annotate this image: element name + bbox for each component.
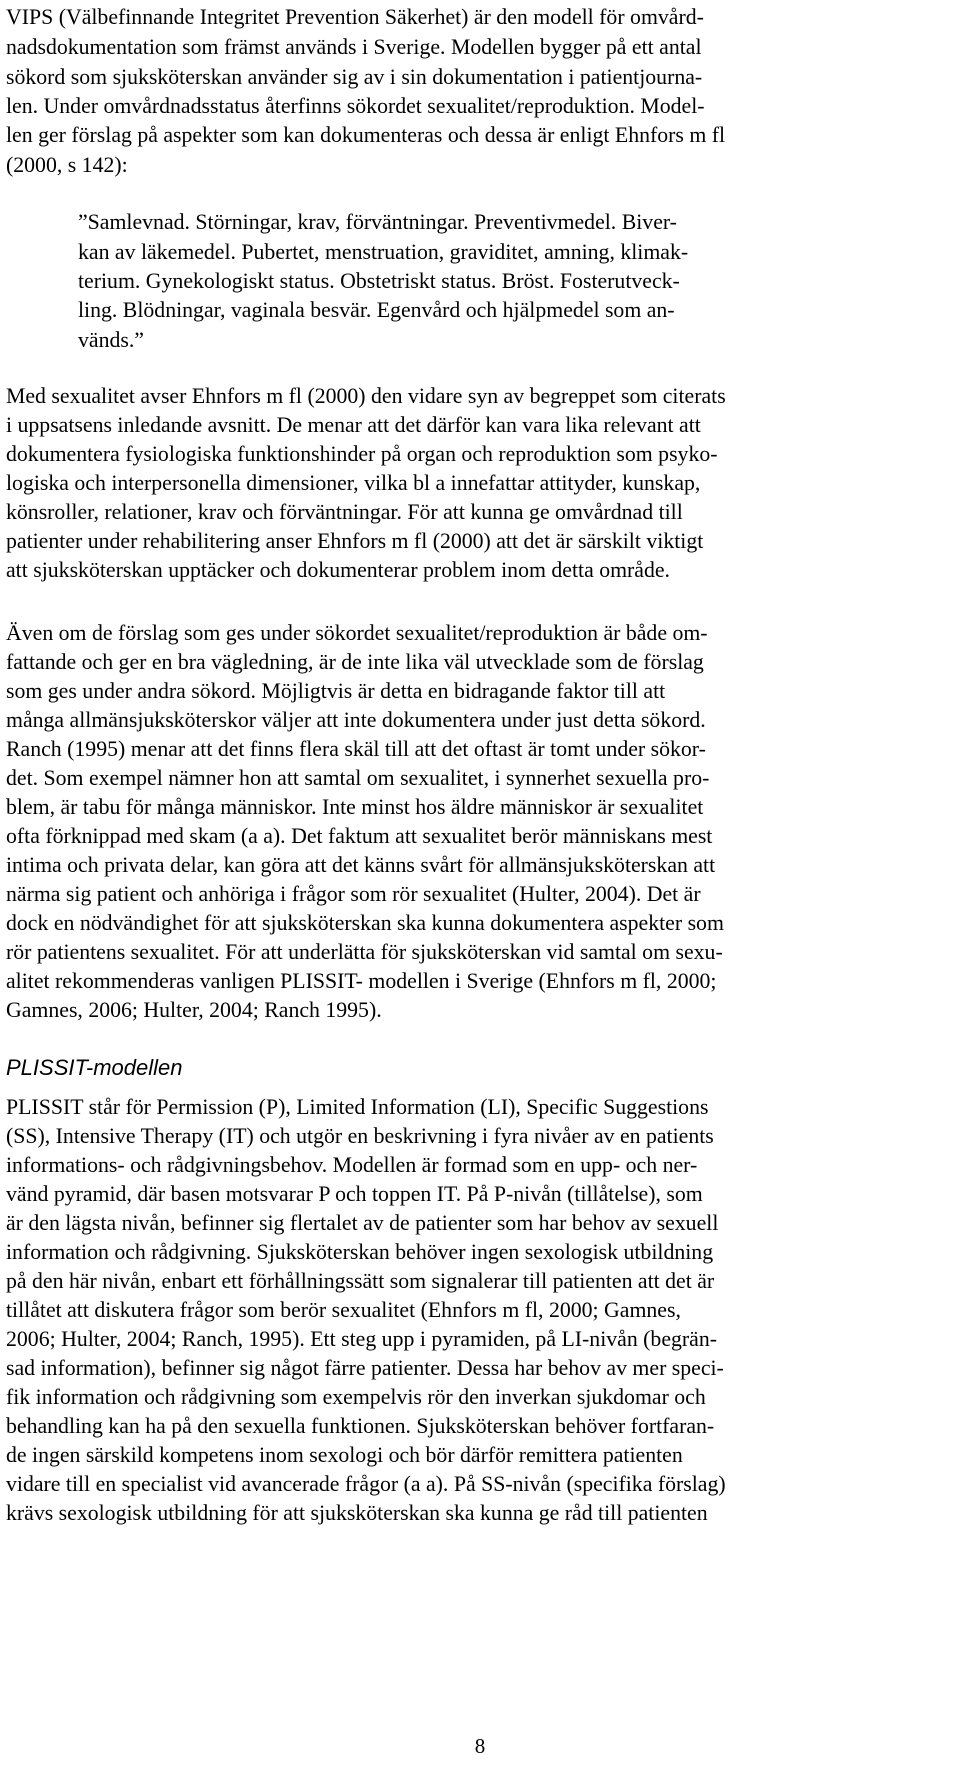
text-line: Även om de förslag som ges under sökordet sexualitet/reproduktion är både om- (6, 621, 708, 645)
text-line: blem, är tabu för många människor. Inte minst hos äldre människor är sexualitet (6, 795, 704, 819)
text-line: VIPS (Välbefinnande Integritet Prevention Säkerhet) är den modell för omvård- (6, 5, 704, 29)
text-line: sökord som sjuksköterskan använder sig av i sin dokumentation i patientjourna- (6, 65, 703, 89)
text-line: Gamnes, 2006; Hulter, 2004; Ranch 1995). (6, 998, 382, 1022)
quote-line: terium. Gynekologiskt status. Obstetriskt status. Bröst. Fosterutveck- (78, 269, 680, 293)
text-line: patienter under rehabilitering anser Ehnfors m fl (2000) att det är särskilt viktigt (6, 529, 704, 553)
text-line: många allmänsjuksköterskor väljer att inte dokumentera under just detta sökord. (6, 708, 706, 732)
text-line: på den här nivån, enbart ett förhållningssätt som signalerar till patienten att det är (6, 1269, 715, 1293)
text-line: är den lägsta nivån, befinner sig flertalet av de patienter som har behov av sexuell (6, 1211, 719, 1235)
text-line: att sjuksköterskan upptäcker och dokumenterar problem inom detta område. (6, 558, 670, 582)
text-line: i uppsatsens inledande avsnitt. De menar att det därför kan vara lika relevant att (6, 413, 701, 437)
page-number: 8 (474, 1734, 486, 1758)
text-line: tillåtet att diskutera frågor som berör sexualitet (Ehnfors m fl, 2000; Gamnes, (6, 1298, 681, 1322)
text-line: PLISSIT står för Permission (P), Limited Information (LI), Specific Suggestions (6, 1095, 709, 1119)
text-line: nadsdokumentation som främst används i Sverige. Modellen bygger på ett antal (6, 35, 702, 59)
text-line: sad information), befinner sig något färre patienter. Dessa har behov av mer speci- (6, 1356, 724, 1380)
text-line: intima och privata delar, kan göra att det känns svårt för allmänsjuksköterskan att (6, 853, 716, 877)
text-line: vidare till en specialist vid avancerade frågor (a a). På SS-nivån (specifika förslag) (6, 1472, 726, 1496)
text-line: det. Som exempel nämner hon att samtal om sexualitet, i synnerhet sexuella pro- (6, 766, 710, 790)
text-line: logiska och interpersonella dimensioner, vilka bl a innefattar attityder, kunskap, (6, 471, 701, 495)
text-line: behandling kan ha på den sexuella funktionen. Sjuksköterskan behöver fortfaran- (6, 1414, 715, 1438)
text-line: 2006; Hulter, 2004; Ranch, 1995). Ett steg upp i pyramiden, på LI-nivån (begrän- (6, 1327, 717, 1351)
text-line: Med sexualitet avser Ehnfors m fl (2000) den vidare syn av begreppet som citerats (6, 384, 726, 408)
text-line: Ranch (1995) menar att det finns flera skäl till att det oftast är tomt under sökor- (6, 737, 706, 761)
text-line: len. Under omvårdnadsstatus återfinns sökordet sexualitet/reproduktion. Model- (6, 94, 705, 118)
section-heading: PLISSIT-modellen (6, 1055, 183, 1080)
text-line: fik information och rådgivning som exempelvis rör den inverkan sjukdomar och (6, 1385, 706, 1409)
quote-line: kan av läkemedel. Pubertet, menstruation, graviditet, amning, klimak- (78, 240, 689, 264)
text-line: vänd pyramid, där basen motsvarar P och toppen IT. På P-nivån (tillåtelse), som (6, 1182, 703, 1206)
text-line: närma sig patient och anhöriga i frågor som rör sexualitet (Hulter, 2004). Det är (6, 882, 701, 906)
text-line: len ger förslag på aspekter som kan dokumenteras och dessa är enligt Ehnfors m fl (6, 123, 726, 147)
text-line: krävs sexologisk utbildning för att sjuksköterskan ska kunna ge råd till patienten (6, 1501, 708, 1525)
text-line: dock en nödvändighet för att sjuksköterskan ska kunna dokumentera aspekter som (6, 911, 724, 935)
text-line: könsroller, relationer, krav och förväntningar. För att kunna ge omvårdnad till (6, 500, 683, 524)
text-line: fattande och ger en bra vägledning, är de inte lika väl utvecklade som de förslag (6, 650, 704, 674)
text-line: (SS), Intensive Therapy (IT) och utgör en beskrivning i fyra nivåer av en patients (6, 1124, 714, 1148)
text-line: (2000, s 142): (6, 153, 128, 177)
text-line: information och rådgivning. Sjuksköterskan behöver ingen sexologisk utbildning (6, 1240, 714, 1264)
text-line: rör patientens sexualitet. För att underlätta för sjuksköterskan vid samtal om sexu- (6, 940, 723, 964)
text-line: de ingen särskild kompetens inom sexologi och bör därför remittera patienten (6, 1443, 683, 1467)
quote-line: ”Samlevnad. Störningar, krav, förväntningar. Preventivmedel. Biver- (78, 210, 677, 234)
text-line: som ges under andra sökord. Möjligtvis är detta en bidragande faktor till att (6, 679, 666, 703)
quote-line: ling. Blödningar, vaginala besvär. Egenvård och hjälpmedel som an- (78, 298, 675, 322)
quote-line: vänds.” (78, 328, 144, 352)
text-line: ofta förknippad med skam (a a). Det faktum att sexualitet berör människans mest (6, 824, 713, 848)
text-line: alitet rekommenderas vanligen PLISSIT- modellen i Sverige (Ehnfors m fl, 2000; (6, 969, 717, 993)
text-line: dokumentera fysiologiska funktionshinder på organ och reproduktion som psyko- (6, 442, 718, 466)
text-line: informations- och rådgivningsbehov. Modellen är formad som en upp- och ner- (6, 1153, 698, 1177)
